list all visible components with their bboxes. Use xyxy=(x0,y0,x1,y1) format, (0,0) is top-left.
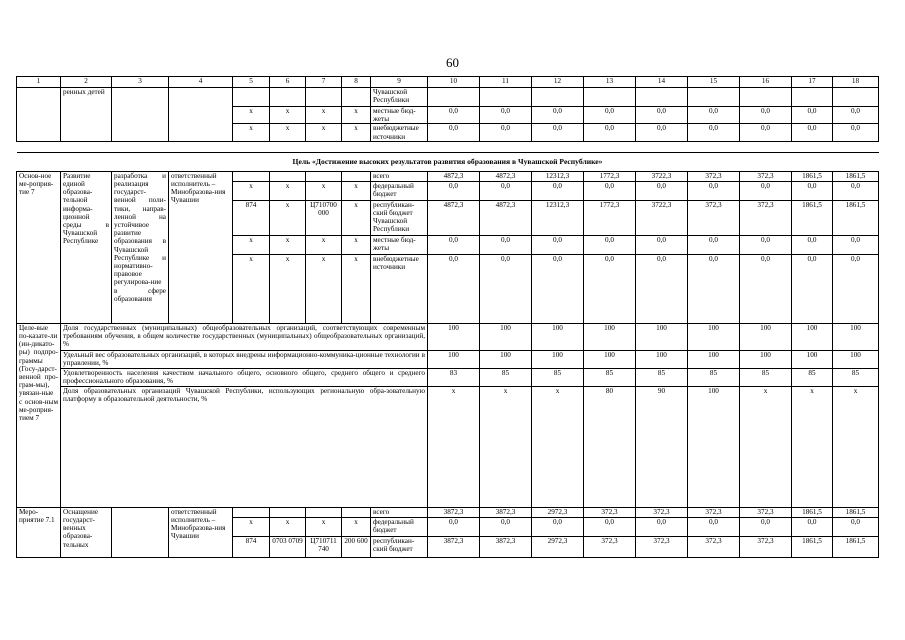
value-cell: 0,0 xyxy=(532,107,584,124)
budget-code-cell: x xyxy=(306,181,342,200)
header-row xyxy=(17,77,879,88)
value-cell: 3872,3 xyxy=(480,507,532,517)
value-cell: 0,0 xyxy=(480,107,532,124)
value-cell: 1861,5 xyxy=(833,171,879,181)
budget-code-cell xyxy=(342,171,371,181)
value-cell: 3872,3 xyxy=(428,536,480,557)
value-cell: 1861,5 xyxy=(792,200,833,235)
spacer-row xyxy=(17,141,879,152)
budget-code-cell: x xyxy=(233,254,270,323)
funding-source-cell: местные бюд-жеты xyxy=(371,107,428,124)
budget-code-cell: x xyxy=(233,107,270,124)
column-number-cell: 15 xyxy=(688,77,740,88)
value-cell: 372,3 xyxy=(688,507,740,517)
value-cell: x xyxy=(532,386,584,507)
budget-code-cell xyxy=(233,88,270,107)
value-cell: 2972,3 xyxy=(532,536,584,557)
value-cell: x xyxy=(833,386,879,507)
value-cell: 372,3 xyxy=(688,200,740,235)
value-cell: 372,3 xyxy=(740,536,792,557)
value-cell: 100 xyxy=(740,323,792,350)
value-cell: 0,0 xyxy=(688,124,740,141)
budget-code-cell: x xyxy=(306,254,342,323)
budget-code-cell: x xyxy=(342,235,371,254)
executor-cell: ответственный исполнитель – Минобразова-ния Чувашии xyxy=(169,507,233,557)
value-cell: 100 xyxy=(833,350,879,368)
column-number-cell: 13 xyxy=(584,77,636,88)
value-cell: 90 xyxy=(636,386,688,507)
indicator-row xyxy=(17,368,879,386)
value-cell: 372,3 xyxy=(584,536,636,557)
value-cell: 0,0 xyxy=(584,235,636,254)
value-cell: 0,0 xyxy=(833,235,879,254)
funding-source-cell: федеральный бюджет xyxy=(371,181,428,200)
column-number-cell: 18 xyxy=(833,77,879,88)
value-cell: 0,0 xyxy=(532,181,584,200)
value-cell: 100 xyxy=(532,323,584,350)
value-cell: 0,0 xyxy=(480,254,532,323)
budget-code-cell: x xyxy=(342,124,371,141)
column-number-cell: 4 xyxy=(169,77,233,88)
value-cell: 1861,5 xyxy=(792,507,833,517)
value-cell: 372,3 xyxy=(740,171,792,181)
funding-source-cell: Чувашской Республики xyxy=(371,88,428,107)
budget-code-cell: x xyxy=(233,517,270,536)
value-cell: 0,0 xyxy=(740,181,792,200)
funding-source-cell: республикан-ский бюджет xyxy=(371,536,428,557)
value-cell: 3722,3 xyxy=(636,200,688,235)
event-title-cell: ренных детей xyxy=(61,88,112,142)
value-cell xyxy=(688,88,740,107)
budget-code-cell xyxy=(306,88,342,107)
value-cell: 0,0 xyxy=(480,517,532,536)
table-row xyxy=(17,171,879,181)
value-cell: 4872,3 xyxy=(480,171,532,181)
table-row xyxy=(17,88,879,107)
value-cell: 100 xyxy=(480,323,532,350)
value-cell: 1772,3 xyxy=(584,200,636,235)
value-cell: 3722,3 xyxy=(636,171,688,181)
budget-code-cell: x xyxy=(306,107,342,124)
value-cell: 0,0 xyxy=(792,124,833,141)
budget-code-cell: 874 xyxy=(233,536,270,557)
budget-code-cell: x xyxy=(270,517,306,536)
indicator-row xyxy=(17,386,879,507)
value-cell: 1861,5 xyxy=(833,536,879,557)
budget-code-cell: x xyxy=(270,235,306,254)
value-cell: 100 xyxy=(688,350,740,368)
value-cell xyxy=(636,88,688,107)
budget-code-cell: x xyxy=(233,124,270,141)
value-cell: 0,0 xyxy=(792,107,833,124)
budget-table xyxy=(16,76,879,558)
funding-source-cell: республикан-ский бюджет Чувашской Республики xyxy=(371,200,428,235)
value-cell: 372,3 xyxy=(636,536,688,557)
column-number-cell: 1 xyxy=(17,77,61,88)
column-number-cell: 7 xyxy=(306,77,342,88)
column-number-cell: 11 xyxy=(480,77,532,88)
value-cell: 0,0 xyxy=(833,254,879,323)
value-cell: 1861,5 xyxy=(792,536,833,557)
executor-cell: ответственный исполнитель – Минобразова-ния Чувашии xyxy=(169,171,233,323)
value-cell: 0,0 xyxy=(584,181,636,200)
value-cell: 0,0 xyxy=(833,107,879,124)
value-cell: 85 xyxy=(480,368,532,386)
column-number-cell: 10 xyxy=(428,77,480,88)
goal-title: Цель «Достижение высоких результатов развития образования в Чувашской Республике» xyxy=(17,152,879,171)
budget-code-cell: x xyxy=(342,181,371,200)
column-number-cell: 14 xyxy=(636,77,688,88)
value-cell: 0,0 xyxy=(532,517,584,536)
indicator-text-cell: Удельный вес образовательных организаций, в которых внедрены информационно-коммуника-ционные технологии в управлении, % xyxy=(61,350,428,368)
value-cell xyxy=(480,88,532,107)
value-cell: 0,0 xyxy=(688,235,740,254)
budget-code-cell: x xyxy=(306,235,342,254)
value-cell: 0,0 xyxy=(480,235,532,254)
value-cell: 100 xyxy=(480,350,532,368)
event-title-cell: Развитие единой образова-тельной информа-ционной среды в Чувашской Республике xyxy=(61,171,112,323)
budget-code-cell xyxy=(233,507,270,517)
column-number-cell: 12 xyxy=(532,77,584,88)
indicator-text-cell: Удовлетворенность населения качеством начального общего, основного общего, среднего общего и среднего профессионального образования, % xyxy=(61,368,428,386)
value-cell: 100 xyxy=(636,350,688,368)
value-cell: 0,0 xyxy=(792,235,833,254)
funding-source-cell: федеральный бюджет xyxy=(371,517,428,536)
executor-cell xyxy=(169,88,233,142)
budget-code-cell xyxy=(306,507,342,517)
value-cell: x xyxy=(480,386,532,507)
budget-code-cell: x xyxy=(270,254,306,323)
value-cell: 85 xyxy=(688,368,740,386)
value-cell: 100 xyxy=(792,323,833,350)
column-number-cell: 3 xyxy=(112,77,169,88)
value-cell: 100 xyxy=(532,350,584,368)
table-row xyxy=(17,507,879,517)
goal-row xyxy=(17,152,879,171)
value-cell: 100 xyxy=(584,350,636,368)
funding-source-cell: всего xyxy=(371,171,428,181)
value-cell: 85 xyxy=(584,368,636,386)
value-cell: 0,0 xyxy=(688,517,740,536)
event-name-cell xyxy=(17,88,61,142)
value-cell: x xyxy=(428,386,480,507)
value-cell: 2972,3 xyxy=(532,507,584,517)
value-cell: 0,0 xyxy=(584,124,636,141)
value-cell: 0,0 xyxy=(584,107,636,124)
value-cell: 0,0 xyxy=(792,254,833,323)
budget-code-cell: 0703 0709 xyxy=(270,536,306,557)
value-cell: 85 xyxy=(792,368,833,386)
value-cell: 0,0 xyxy=(480,181,532,200)
value-cell: 0,0 xyxy=(428,254,480,323)
value-cell: 100 xyxy=(584,323,636,350)
value-cell: 0,0 xyxy=(833,124,879,141)
value-cell: 0,0 xyxy=(532,124,584,141)
event-task-cell: разработка и реализация государст-венной поли-тики, направ-ленной на устойчивое развитие образования в Чувашской Республике и нормативно-правовое регулирова-ние в сфере образования xyxy=(112,171,169,323)
value-cell: 85 xyxy=(532,368,584,386)
event-name-cell: Меро-приятие 7.1 xyxy=(17,507,61,557)
value-cell xyxy=(428,88,480,107)
budget-code-cell: x xyxy=(233,181,270,200)
value-cell: 0,0 xyxy=(532,254,584,323)
budget-code-cell xyxy=(342,507,371,517)
value-cell: 0,0 xyxy=(532,235,584,254)
budget-code-cell: x xyxy=(306,124,342,141)
budget-code-cell xyxy=(233,171,270,181)
value-cell: 372,3 xyxy=(740,200,792,235)
value-cell: 0,0 xyxy=(740,124,792,141)
value-cell: 372,3 xyxy=(584,507,636,517)
value-cell: x xyxy=(740,386,792,507)
budget-code-cell: x xyxy=(270,124,306,141)
value-cell: 372,3 xyxy=(688,536,740,557)
value-cell: 0,0 xyxy=(428,107,480,124)
budget-code-cell: x xyxy=(270,107,306,124)
value-cell: x xyxy=(792,386,833,507)
value-cell: 4872,3 xyxy=(428,200,480,235)
value-cell: 0,0 xyxy=(636,517,688,536)
budget-code-cell: x xyxy=(342,200,371,235)
value-cell: 100 xyxy=(833,323,879,350)
value-cell: 1772,3 xyxy=(584,171,636,181)
value-cell: 0,0 xyxy=(428,235,480,254)
funding-source-cell: внебюджетные источники xyxy=(371,124,428,141)
value-cell: 4872,3 xyxy=(428,171,480,181)
column-number-cell: 9 xyxy=(371,77,428,88)
budget-code-cell: 200 600 xyxy=(342,536,371,557)
value-cell: 3872,3 xyxy=(428,507,480,517)
value-cell: 100 xyxy=(740,350,792,368)
budget-code-cell: x xyxy=(233,235,270,254)
value-cell: 0,0 xyxy=(584,254,636,323)
budget-code-cell: 874 xyxy=(233,200,270,235)
value-cell: 85 xyxy=(636,368,688,386)
budget-code-cell: Ц710700 000 xyxy=(306,200,342,235)
value-cell: 0,0 xyxy=(688,181,740,200)
indicator-row xyxy=(17,350,879,368)
value-cell: 100 xyxy=(428,323,480,350)
value-cell: 100 xyxy=(636,323,688,350)
value-cell: 85 xyxy=(740,368,792,386)
funding-source-cell: местные бюд-жеты xyxy=(371,235,428,254)
value-cell: 0,0 xyxy=(833,517,879,536)
indicator-row xyxy=(17,323,879,350)
value-cell xyxy=(584,88,636,107)
event-title-cell: Оснащение государст-венных образова-тельных xyxy=(61,507,112,557)
funding-source-cell: всего xyxy=(371,507,428,517)
budget-code-cell: x xyxy=(342,517,371,536)
indicator-text-cell: Доля образовательных организаций Чувашской Республики, использующих региональную обра-зовательную платформу в образовательной деятельности, % xyxy=(61,386,428,507)
value-cell: 0,0 xyxy=(636,124,688,141)
column-number-cell: 2 xyxy=(61,77,112,88)
indicators-label-cell: Целе-вые по-казате-ли (ин-дикато-ры) подпро-граммы (Госу-дарст-венной про-грам-мы), увязан-ные с основ-ным ме-роприя-тием 7 xyxy=(17,323,61,507)
event-name-cell: Основ-ное ме-роприя-тие 7 xyxy=(17,171,61,323)
value-cell xyxy=(740,88,792,107)
value-cell: 0,0 xyxy=(636,107,688,124)
value-cell: 0,0 xyxy=(584,517,636,536)
event-task-cell xyxy=(112,88,169,142)
value-cell: 0,0 xyxy=(428,181,480,200)
value-cell: 12312,3 xyxy=(532,200,584,235)
value-cell: 100 xyxy=(688,323,740,350)
value-cell: 0,0 xyxy=(636,235,688,254)
budget-code-cell: x xyxy=(342,254,371,323)
value-cell: 100 xyxy=(688,386,740,507)
value-cell: 0,0 xyxy=(792,181,833,200)
value-cell: 100 xyxy=(428,350,480,368)
budget-code-cell: x xyxy=(306,517,342,536)
value-cell: 372,3 xyxy=(688,171,740,181)
budget-code-cell xyxy=(270,171,306,181)
budget-code-cell xyxy=(270,507,306,517)
value-cell: 0,0 xyxy=(688,107,740,124)
value-cell: 12312,3 xyxy=(532,171,584,181)
value-cell: 0,0 xyxy=(636,181,688,200)
value-cell: 1861,5 xyxy=(833,507,879,517)
funding-source-cell: внебюджетные источники xyxy=(371,254,428,323)
value-cell: 1861,5 xyxy=(833,200,879,235)
budget-code-cell: Ц710711 740 xyxy=(306,536,342,557)
value-cell xyxy=(532,88,584,107)
value-cell: 0,0 xyxy=(792,517,833,536)
value-cell: 100 xyxy=(792,350,833,368)
value-cell xyxy=(792,88,833,107)
value-cell: 0,0 xyxy=(480,124,532,141)
budget-code-cell: x xyxy=(270,181,306,200)
column-number-cell: 16 xyxy=(740,77,792,88)
value-cell: 0,0 xyxy=(428,124,480,141)
value-cell: 372,3 xyxy=(636,507,688,517)
value-cell: 0,0 xyxy=(833,181,879,200)
value-cell: 4872,3 xyxy=(480,200,532,235)
column-number-cell: 17 xyxy=(792,77,833,88)
value-cell: 1861,5 xyxy=(792,171,833,181)
value-cell: 0,0 xyxy=(428,517,480,536)
value-cell: 0,0 xyxy=(688,254,740,323)
spacer-cell xyxy=(17,141,879,152)
event-task-cell xyxy=(112,507,169,557)
budget-code-cell: x xyxy=(342,107,371,124)
value-cell: 0,0 xyxy=(740,235,792,254)
value-cell xyxy=(833,88,879,107)
page-number: 60 xyxy=(446,55,459,70)
budget-code-cell xyxy=(342,88,371,107)
column-number-cell: 6 xyxy=(270,77,306,88)
value-cell: 83 xyxy=(428,368,480,386)
budget-code-cell xyxy=(270,88,306,107)
value-cell: 80 xyxy=(584,386,636,507)
column-number-cell: 5 xyxy=(233,77,270,88)
indicator-text-cell: Доля государственных (муниципальных) общеобразовательных организаций, соответствующих современным требованиям обучения, в общем количестве государственных (муниципальных) общеобразовательных организаций, % xyxy=(61,323,428,350)
budget-code-cell xyxy=(306,171,342,181)
value-cell: 0,0 xyxy=(740,517,792,536)
column-number-cell: 8 xyxy=(342,77,371,88)
value-cell: 0,0 xyxy=(740,254,792,323)
value-cell: 372,3 xyxy=(740,507,792,517)
value-cell: 85 xyxy=(833,368,879,386)
value-cell: 0,0 xyxy=(740,107,792,124)
budget-code-cell: x xyxy=(270,200,306,235)
value-cell: 0,0 xyxy=(636,254,688,323)
value-cell: 3872,3 xyxy=(480,536,532,557)
